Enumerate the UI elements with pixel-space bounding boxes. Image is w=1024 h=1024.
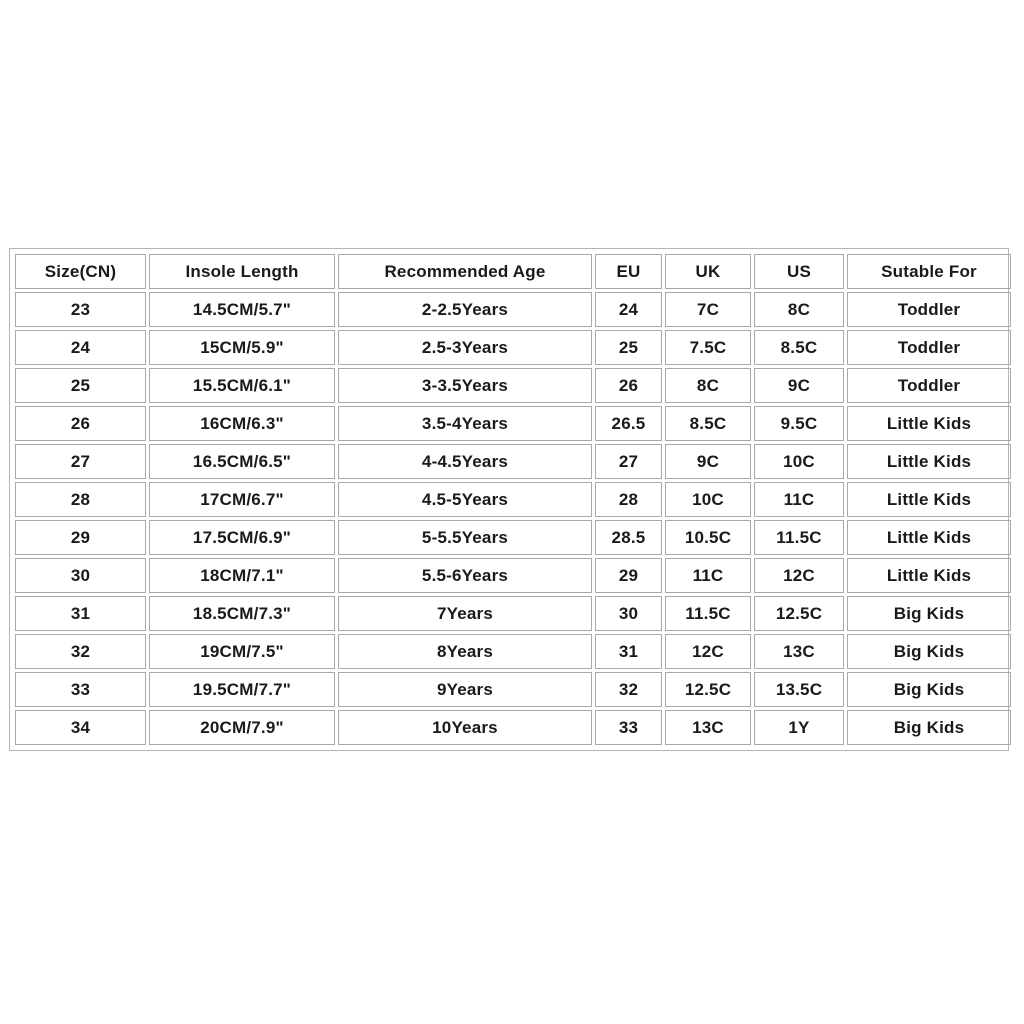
- cell-recommended-age: 4-4.5Years: [338, 444, 592, 479]
- cell-us: 9C: [754, 368, 844, 403]
- header-us: US: [754, 254, 844, 289]
- cell-us: 9.5C: [754, 406, 844, 441]
- cell-recommended-age: 8Years: [338, 634, 592, 669]
- cell-insole-length: 16.5CM/6.5": [149, 444, 335, 479]
- cell-eu: 28.5: [595, 520, 662, 555]
- cell-uk: 13C: [665, 710, 751, 745]
- cell-uk: 9C: [665, 444, 751, 479]
- cell-suitable-for: Little Kids: [847, 558, 1011, 593]
- cell-suitable-for: Big Kids: [847, 596, 1011, 631]
- table-row: [15, 710, 1011, 745]
- cell-size-cn: 26: [15, 406, 146, 441]
- cell-us: 8.5C: [754, 330, 844, 365]
- table-row: [15, 368, 1011, 403]
- cell-insole-length: 17.5CM/6.9": [149, 520, 335, 555]
- size-chart-table: [12, 251, 1014, 748]
- cell-insole-length: 20CM/7.9": [149, 710, 335, 745]
- cell-us: 12.5C: [754, 596, 844, 631]
- cell-recommended-age: 5.5-6Years: [338, 558, 592, 593]
- cell-us: 11.5C: [754, 520, 844, 555]
- cell-insole-length: 18.5CM/7.3": [149, 596, 335, 631]
- cell-size-cn: 30: [15, 558, 146, 593]
- cell-eu: 32: [595, 672, 662, 707]
- table-row: [15, 406, 1011, 441]
- cell-uk: 12.5C: [665, 672, 751, 707]
- cell-recommended-age: 3-3.5Years: [338, 368, 592, 403]
- header-size-cn: Size(CN): [15, 254, 146, 289]
- header-recommended-age: Recommended Age: [338, 254, 592, 289]
- cell-uk: 8C: [665, 368, 751, 403]
- cell-size-cn: 34: [15, 710, 146, 745]
- table-row: [15, 672, 1011, 707]
- cell-recommended-age: 9Years: [338, 672, 592, 707]
- cell-recommended-age: 10Years: [338, 710, 592, 745]
- cell-eu: 31: [595, 634, 662, 669]
- cell-eu: 28: [595, 482, 662, 517]
- cell-uk: 10C: [665, 482, 751, 517]
- cell-size-cn: 29: [15, 520, 146, 555]
- header-suitable-for: Sutable For: [847, 254, 1011, 289]
- table-row: [15, 444, 1011, 479]
- header-eu: EU: [595, 254, 662, 289]
- cell-eu: 25: [595, 330, 662, 365]
- cell-recommended-age: 4.5-5Years: [338, 482, 592, 517]
- cell-recommended-age: 3.5-4Years: [338, 406, 592, 441]
- cell-suitable-for: Toddler: [847, 368, 1011, 403]
- cell-suitable-for: Toddler: [847, 330, 1011, 365]
- cell-uk: 11C: [665, 558, 751, 593]
- cell-size-cn: 31: [15, 596, 146, 631]
- table-row: [15, 482, 1011, 517]
- cell-eu: 33: [595, 710, 662, 745]
- cell-eu: 30: [595, 596, 662, 631]
- cell-uk: 11.5C: [665, 596, 751, 631]
- table-row: [15, 596, 1011, 631]
- cell-recommended-age: 2.5-3Years: [338, 330, 592, 365]
- cell-uk: 7C: [665, 292, 751, 327]
- cell-size-cn: 32: [15, 634, 146, 669]
- cell-size-cn: 33: [15, 672, 146, 707]
- cell-eu: 29: [595, 558, 662, 593]
- cell-uk: 8.5C: [665, 406, 751, 441]
- cell-uk: 7.5C: [665, 330, 751, 365]
- cell-uk: 12C: [665, 634, 751, 669]
- cell-eu: 26.5: [595, 406, 662, 441]
- cell-us: 1Y: [754, 710, 844, 745]
- cell-us: 12C: [754, 558, 844, 593]
- cell-suitable-for: Little Kids: [847, 406, 1011, 441]
- cell-suitable-for: Big Kids: [847, 672, 1011, 707]
- cell-insole-length: 17CM/6.7": [149, 482, 335, 517]
- cell-recommended-age: 5-5.5Years: [338, 520, 592, 555]
- table-row: [15, 558, 1011, 593]
- cell-suitable-for: Big Kids: [847, 634, 1011, 669]
- header-insole-length: Insole Length: [149, 254, 335, 289]
- cell-us: 13.5C: [754, 672, 844, 707]
- cell-recommended-age: 7Years: [338, 596, 592, 631]
- cell-us: 13C: [754, 634, 844, 669]
- table-row: [15, 520, 1011, 555]
- cell-insole-length: 16CM/6.3": [149, 406, 335, 441]
- cell-suitable-for: Toddler: [847, 292, 1011, 327]
- cell-insole-length: 15CM/5.9": [149, 330, 335, 365]
- table-row: [15, 330, 1011, 365]
- cell-suitable-for: Little Kids: [847, 444, 1011, 479]
- cell-size-cn: 28: [15, 482, 146, 517]
- cell-size-cn: 27: [15, 444, 146, 479]
- cell-insole-length: 18CM/7.1": [149, 558, 335, 593]
- cell-size-cn: 24: [15, 330, 146, 365]
- cell-eu: 27: [595, 444, 662, 479]
- cell-uk: 10.5C: [665, 520, 751, 555]
- cell-suitable-for: Little Kids: [847, 520, 1011, 555]
- cell-insole-length: 19CM/7.5": [149, 634, 335, 669]
- cell-size-cn: 25: [15, 368, 146, 403]
- table-row: [15, 292, 1011, 327]
- cell-us: 8C: [754, 292, 844, 327]
- cell-suitable-for: Little Kids: [847, 482, 1011, 517]
- table-row: [15, 634, 1011, 669]
- cell-us: 11C: [754, 482, 844, 517]
- header-uk: UK: [665, 254, 751, 289]
- cell-suitable-for: Big Kids: [847, 710, 1011, 745]
- cell-eu: 26: [595, 368, 662, 403]
- cell-size-cn: 23: [15, 292, 146, 327]
- cell-insole-length: 15.5CM/6.1": [149, 368, 335, 403]
- cell-insole-length: 19.5CM/7.7": [149, 672, 335, 707]
- cell-us: 10C: [754, 444, 844, 479]
- cell-eu: 24: [595, 292, 662, 327]
- size-chart: [9, 248, 1009, 751]
- cell-recommended-age: 2-2.5Years: [338, 292, 592, 327]
- table-header-row: [15, 254, 1011, 289]
- cell-insole-length: 14.5CM/5.7": [149, 292, 335, 327]
